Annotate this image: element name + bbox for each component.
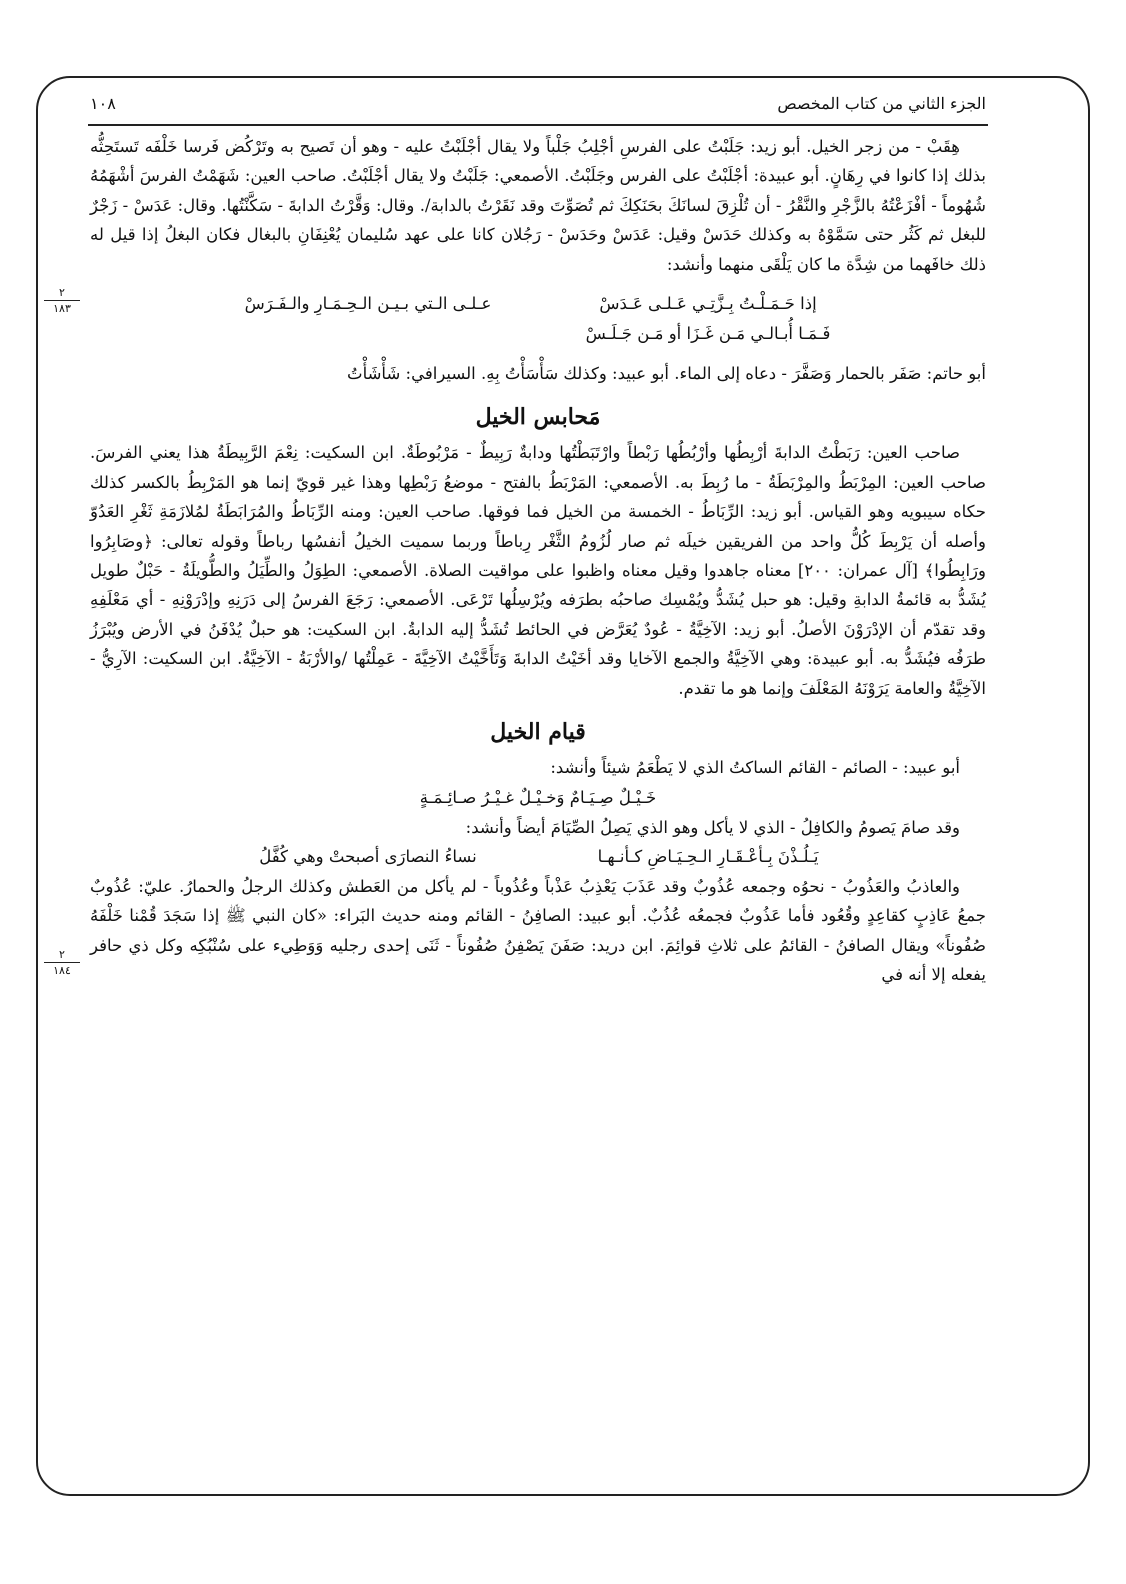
paragraph-5: وقد صامَ يَصومُ والكافِلُ - الذي لا يأكل وهو الذي يَصِلُ الصِّيَامَ أيضاً وأنشد: [465, 817, 960, 837]
header-rule [88, 124, 988, 126]
book-title: الجزء الثاني من كتاب المخصص [777, 94, 986, 113]
verse-line-1 [90, 289, 986, 319]
paragraph-3: صاحب العين: رَبَطْتُ الدابةَ أرْبِطُها وأرْبُطُها رَبْطاً وارْتَبَطْتُها ودابةٌ رَبِيطٌ - مَرْبُوطَةٌ. ابن السكيت: نِعْمَ الرَّبِيطَةُ هذا يعني الفرسَ. صاحب العين: المِرْبَطُ والمِرْبَطَةُ - ما رُبِطَ به. الأصمعي: المَرْبَطُ بالفتح - موضعُ رَبْطِها وهذا غير قويّ إنما هو المَرْبِطُ بالكسر كذلك حكاه سيبويه وهو القياس. أبو زيد: الرِّبَاطُ - الخمسة من الخيل فما فوقها. صاحب العين: ومنه الرِّبَاطُ والمُرَابَطَةُ لمُلازَمَةِ ثَغْرِ العَدُوّ وأصله أن يَرْبِطَ كُلُّ واحد من الفريقين خيلَه ثم صار لُزُومُ الثَّغْر رِباطاً وربما سميت الخيلُ أنفسُها رباطاً وقوله تعالى: ﴿وصَابِرُوا ورَابِطُوا﴾ [آل عمران: ٢٠٠] معناه جاهدوا وقيل معناه واظبوا على مواقيت الصلاة. الأصمعي: الطِوَلُ والطِّيَلُ والطُّويلَةُ - حَبْلٌ طويل يُشَدُّ به قائمةُ الدابةِ وقيل: هو حبل يُشَدُّ ويُمْسِك صاحبُه بطرَفه ويُرْسِلُها تَرْعَى. الأصمعي: رَجَعَ الفرسُ إلى دَرَنِهِ وإدْرَوْنِهِ - أي مَعْلَفِهِ وقد تقدّم أن الإدْرَوْنَ الأصلُ. أبو زيد: الآخِيَّةُ - عُودٌ يُعَرَّض في الحائط تُشَدُّ إليه الدابةُ. ابن السكيت: هو حبلٌ يُدْفَنُ في الأرض ويُبْرَزُ طرَفُه فيُشَدُّ به. أبو عبيدة: وهي الآخِيَّةُ والجمع الآخايا وقد أخَيْتُ الدابةَ وَتَأَخَّيْتُ الآخِيَّةَ - عَمِلْتُها /والأرْبَةُ - الآخِيَّةُ. ابن السكيت: الآرِيُّ - الآخِيَّةُ والعامة يَرَوْنَهُ المَعْلَفَ وإنما هو ما تقدم. [90, 443, 986, 698]
section-heading-qiyam: قيام الخيل [490, 719, 586, 746]
verse-hemistich: فَـمَـا أُبـالـي مَـن غَـزَا أو مَـن جَـلَـسْ [585, 324, 831, 344]
paragraph-2: أبو حاتم: صَفَر بالحمار وَصَفَّرَ - دعاه إلى الماء. أبو عبيد: وكذلك سَأْسَأْتُ بِهِ. السيرافي: شَأْشَأْتُ [347, 364, 986, 384]
paragraph-6: والعاذبُ والعَذُوبُ - نحوُه وجمعه عُذُوبٌ وقد عَذَبَ يَعْذِبُ عَذْباً وعُذُوباً - لم يأكل من العَطش وكذلك الرجلُ والحمارُ. عليّ: عُذُوبٌ جمعُ عَاذِبٍ كقاعِدٍ وقُعُود فأما عَذُوبٌ فجمعُه عُذُبٌ. أبو عبيد: الصافِنُ - القائم ومنه حديث البَراء: «كان النبي ﷺ إذا سَجَدَ قُمْنا خَلْفَهُ صُفُوناً» ويقال الصافنُ - القائمُ على ثلاثِ قوائِمَ. ابن دريد: صَفَنَ يَصْفِنُ صُفُوناً - ثَنَى إحدى رجليه وَوَطِيء على سُنْبُكِه وكل ذي حافر يفعله إلا أنه في [90, 876, 986, 985]
margin-note-183: ٢ ١٨٣ [44, 286, 80, 315]
margin-note-184: ٢ ١٨٤ [44, 948, 80, 977]
verse-hemistich: يَـلُـذْنَ بِـأعْـقَـارِ الـحِـيَـاضِ كـأنـهـا [597, 846, 819, 866]
verse-line-3: خَـيْـلٌ صِـيَـامٌ وَخـيْـلٌ غـيْـرُ صـائِـمَـةٍ [419, 787, 657, 807]
paragraph-4: أبو عبيد: - الصائم - القائم الساكتُ الذي لا يَطْعَمُ شيئاً وأنشد: [550, 758, 960, 778]
verse-line-4 [90, 842, 986, 872]
verse-hemistich: نساءُ النصارَى أصبحتْ وهي كُفَّلُ [259, 846, 477, 866]
paragraph-1: هِقَبْ - من زجر الخيل. أبو زيد: جَلَبْتُ على الفرسِ أجْلِبُ جَلْباً ولا يقال أجْلَبْتُ عليه - وهو أن تَصيح به وتَرْكُض فَرسا خَلْفَه تَستَحِثُّه بذلك إذا كانوا في رِهَانٍ. أبو عبيدة: أجْلَبْتُ على الفرس وجَلَبْتُ. الأصمعي: جَلَبْتُ ولا يقال أجْلَبْتُ. صاحب العين: شَهَمْتُ الفرسَ أشْهَمُهُ شُهُوماً - أفْزَعْتُهُ بالزَّجْرِ والنَّقْرُ - أن تُلْزِقَ لسانَكَ بحَنَكِكَ ثم تُصَوِّتَ وقد نَقَرْتُ بالدابة/. وقال: وَقَّرْتُ الدابةَ - سَكَّنْتُها. وقال: عَدَسْ - زَجْرٌ للبغل ثم كَثُر حتى سَمَّوْهُ به وكذلك حَدَسْ وقيل: عَدَسْ وحَدَسْ - رَجُلان كانا على عهد سُليمان يُعْنِفَانِ بالبغال فكان البغلُ إذا قيل له ذلك خافَهما من شِدَّة ما كان يَلْقَى منهما وأنشد: [90, 137, 986, 274]
page-body [90, 132, 986, 990]
page-number: ١٠٨ [90, 94, 116, 113]
verse-line-2 [90, 319, 986, 349]
section-heading-mahabis: مَحابس الخيل [475, 404, 601, 431]
running-header [90, 92, 986, 122]
verse-hemistich: إذا حَـمَـلْـتُ بِـزَّتِـي عَـلـى عَـدَسْ [599, 294, 817, 314]
verse-hemistich: عـلـى الـتي بـيـن الـحِـمَـارِ والـفَـرَسْ [244, 294, 492, 314]
